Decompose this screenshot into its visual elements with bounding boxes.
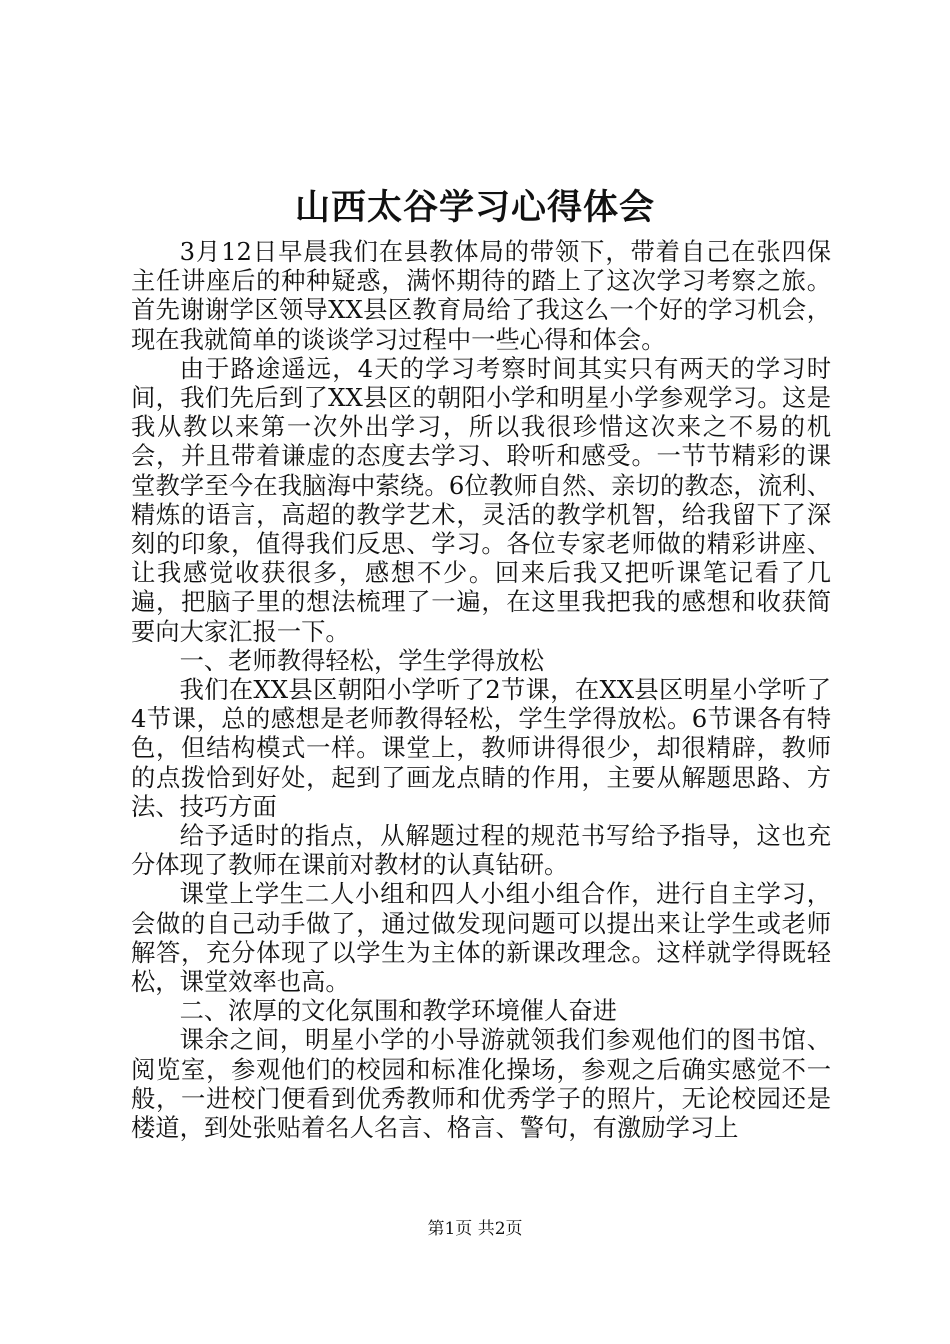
paragraph-journey: 由于路途遥远，4天的学习考察时间其实只有两天的学习时间，我们先后到了XX县区的朝阳小学和明星小学参观学习。这是我从教以来第一次外出学习，所以我很珍惜这次来之不易的机会，并且带着谦虚的态度去学习、聆听和感受。一节节精彩的课堂教学至今在我脑海中萦绕。6位教师自然、亲切的教态，流利、精炼的语言，高超的教学艺术，灵活的教学机智，给我留下了深刻的印象，值得我们反思、学习。各位专家老师做的精彩讲座、让我感觉收获很多，感想不少。回来后我又把听课笔记看了几遍，把脑子里的想法梳理了一遍，在这里我把我的感想和收获简要向大家汇报一下。 xyxy=(131,353,831,646)
section-heading-1: 一、老师教得轻松，学生学得放松 xyxy=(179,645,545,675)
document-title: 山西太谷学习心得体会 xyxy=(294,187,655,228)
paragraph-campus: 课余之间，明星小学的小导游就领我们参观他们的图书馆、阅览室，参观他们的校园和标准化操场，参观之后确实感觉不一般，一进校门便看到优秀教师和优秀学子的照片，无论校园还是楼道，到处张贴着名人名言、格言、警句，有激励学习上 xyxy=(131,1025,831,1143)
paragraph-guidance: 给予适时的指点，从解题过程的规范书写给予指导，这也充分体现了教师在课前对教材的认真钻研。 xyxy=(131,821,831,880)
document-body xyxy=(131,237,831,1142)
paragraph-intro: 3月12日早晨我们在县教体局的带领下，带着自己在张四保主任讲座后的种种疑惑，满怀期待的踏上了这次学习考察之旅。首先谢谢学区领导XX县区教育局给了我这么一个好的学习机会，现在我就简单的谈谈学习过程中一些心得和体会。 xyxy=(131,237,831,354)
section-heading-2: 二、浓厚的文化氛围和教学环境催人奋进 xyxy=(179,996,617,1026)
page-number-footer: 第1页 共2页 xyxy=(427,1219,523,1239)
paragraph-lessons: 我们在XX县区朝阳小学听了2节课，在XX县区明星小学听了4节课，总的感想是老师教得轻松，学生学得放松。6节课各有特色，但结构模式一样。课堂上，教师讲得很少，却很精辟，教师的点拨恰到好处，起到了画龙点睛的作用，主要从解题思路、方法、技巧方面 xyxy=(131,675,831,821)
paragraph-groupwork: 课堂上学生二人小组和四人小组小组合作，进行自主学习，会做的自己动手做了，通过做发现问题可以提出来让学生或老师解答，充分体现了以学生为主体的新课改理念。这样就学得既轻松，课堂效率也高。 xyxy=(131,879,831,997)
